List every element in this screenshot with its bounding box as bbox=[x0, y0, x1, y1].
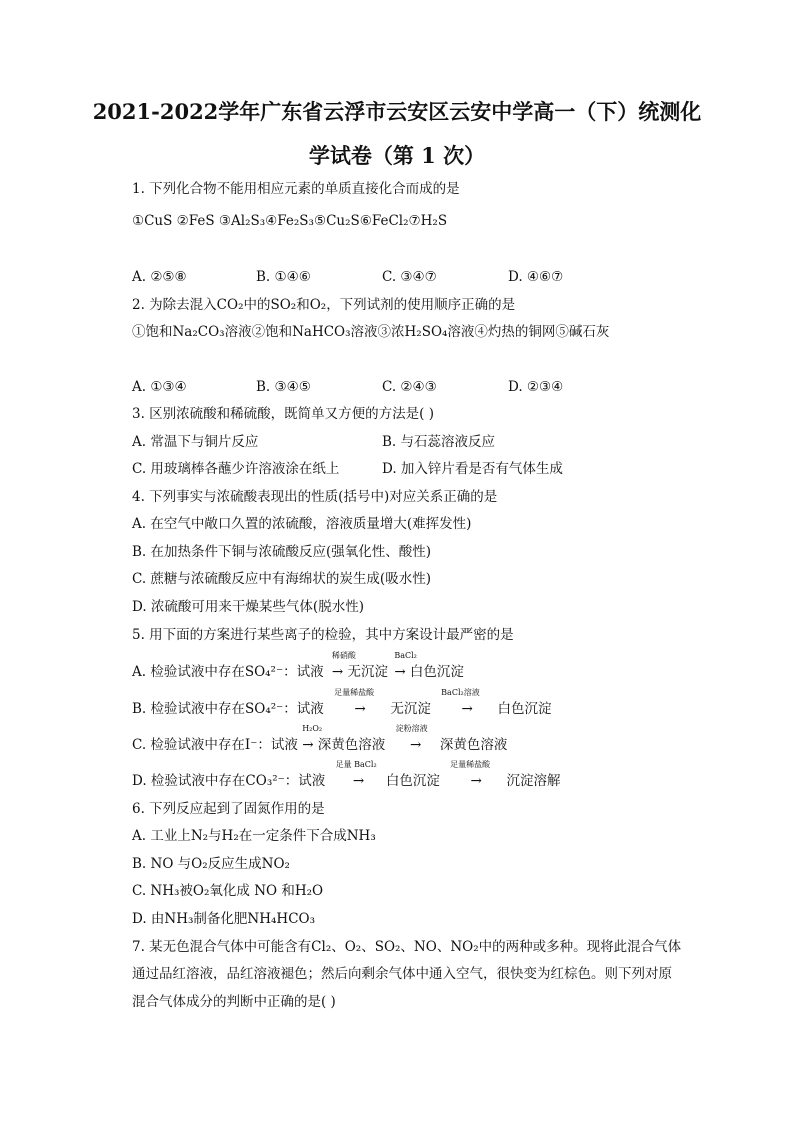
q5b-prefix: B. 检验试液中存在SO₄²⁻：试液 bbox=[132, 701, 324, 717]
q5a-reagent2: BaCl₂ bbox=[394, 651, 417, 660]
q5b-middle: 无沉淀 bbox=[390, 701, 431, 717]
q2-items: ①饱和Na₂CO₃溶液②饱和NaHCO₃溶液③浓H₂SO₄溶液④灼热的铜网⑤碱石灰 bbox=[132, 324, 610, 340]
q7-stem-line1: 7. 某无色混合气体中可能含有Cl₂、O₂、SO₂、NO、NO₂中的两种或多种。现将此混合气体 bbox=[132, 939, 682, 955]
q2-option-d[interactable]: D. ②③④ bbox=[508, 379, 564, 395]
arrow-icon: → bbox=[394, 664, 406, 680]
q5a-end: 白色沉淀 bbox=[409, 664, 464, 680]
q5c-middle: 深黄色溶液 bbox=[317, 737, 386, 753]
arrow-icon: → bbox=[470, 773, 482, 789]
q5b-reagent2: BaCl₂溶液 bbox=[441, 688, 480, 697]
arrow-icon: → bbox=[354, 701, 366, 717]
q3-option-a[interactable]: A. 常温下与铜片反应 bbox=[132, 434, 259, 450]
q5c-end: 深黄色溶液 bbox=[439, 737, 508, 753]
q4-stem: 4. 下列事实与浓硫酸表现出的性质(括号中)对应关系正确的是 bbox=[132, 489, 498, 505]
q5a-reagent1: 稀硝酸 bbox=[331, 651, 356, 660]
q5d-middle: 白色沉淀 bbox=[385, 773, 440, 789]
q5d-reagent1: 足量 BaCl₂ bbox=[335, 760, 377, 769]
q4-option-a[interactable]: A. 在空气中敞口久置的浓硫酸，溶液质量增大(难挥发性) bbox=[132, 516, 472, 532]
q5b-arrow1 bbox=[334, 688, 386, 718]
q5c-reagent2: 淀粉溶液 bbox=[395, 724, 428, 733]
q5a-arrow1 bbox=[331, 651, 356, 681]
q3-option-b[interactable]: B. 与石蕊溶液反应 bbox=[382, 434, 496, 450]
q5b-end: 白色沉淀 bbox=[497, 701, 552, 717]
q4-option-b[interactable]: B. 在加热条件下铜与浓硫酸反应(强氧化性、酸性) bbox=[132, 544, 432, 560]
q5d-arrow2 bbox=[450, 760, 502, 790]
q1-stem: 1. 下列化合物不能用相应元素的单质直接化合而成的是 bbox=[132, 181, 460, 197]
arrow-icon: → bbox=[352, 773, 365, 789]
q4-option-d[interactable]: D. 浓硫酸可用来干燥某些气体(脱水性) bbox=[132, 599, 364, 615]
q5d-prefix: D. 检验试液中存在CO₃²⁻：试液 bbox=[132, 773, 326, 789]
q5b-arrow2 bbox=[441, 688, 493, 718]
q1-option-d[interactable]: D. ④⑥⑦ bbox=[508, 269, 564, 285]
q5b-reagent1: 足量稀盐酸 bbox=[334, 688, 375, 697]
arrow-icon: → bbox=[409, 737, 422, 753]
q5-option-a[interactable] bbox=[132, 651, 464, 681]
q5-option-b[interactable] bbox=[132, 688, 552, 718]
q5c-arrow1 bbox=[302, 724, 323, 754]
q2-option-b[interactable]: B. ③④⑤ bbox=[256, 379, 311, 395]
q6-stem: 6. 下列反应起到了固氮作用的是 bbox=[132, 801, 325, 817]
q3-stem: 3. 区别浓硫酸和稀硫酸，既简单又方便的方法是( ) bbox=[132, 406, 434, 422]
q5c-reagent1: H₂O₂ bbox=[302, 724, 323, 733]
q5a-prefix: A. 检验试液中存在SO₄²⁻：试液 bbox=[132, 664, 324, 680]
paper-title-line2: 学试卷（第 1 次） bbox=[308, 143, 486, 168]
arrow-icon: → bbox=[461, 701, 473, 717]
q3-option-d[interactable]: D. 加入锌片看是否有气体生成 bbox=[382, 461, 563, 477]
q7-stem-line2: 通过品红溶液，品红溶液褪色；然后向剩余气体中通入空气，很快变为红棕色。则下列对原 bbox=[132, 966, 672, 982]
q1-option-c[interactable]: C. ③④⑦ bbox=[382, 269, 437, 285]
q1-option-a[interactable]: A. ②⑤⑧ bbox=[132, 269, 187, 285]
q4-option-c[interactable]: C. 蔗糖与浓硫酸反应中有海绵状的炭生成(吸水性) bbox=[132, 571, 431, 587]
q5d-end: 沉淀溶解 bbox=[506, 773, 561, 789]
q5a-middle: 无沉淀 bbox=[347, 664, 389, 680]
q5-option-d[interactable] bbox=[132, 760, 561, 790]
q1-items: ①CuS ②FeS ③Al₂S₃④Fe₂S₃⑤Cu₂S⑥FeCl₂⑦H₂S bbox=[132, 213, 448, 229]
q5c-arrow2 bbox=[395, 724, 436, 754]
q5d-reagent2: 足量稀盐酸 bbox=[450, 760, 491, 769]
q1-option-b[interactable]: B. ①④⑥ bbox=[256, 269, 311, 285]
q7-stem-line3: 混合气体成分的判断中正确的是( ) bbox=[132, 994, 336, 1010]
q2-option-a[interactable]: A. ①③④ bbox=[132, 379, 187, 395]
q5d-arrow1 bbox=[335, 760, 382, 790]
q2-stem: 2. 为除去混入CO₂中的SO₂和O₂，下列试剂的使用顺序正确的是 bbox=[132, 297, 516, 313]
q6-option-b[interactable]: B. NO 与O₂反应生成NO₂ bbox=[132, 856, 290, 872]
arrow-icon: → bbox=[331, 664, 344, 680]
q5a-arrow2 bbox=[394, 651, 417, 681]
q6-option-c[interactable]: C. NH₃被O₂氧化成 NO 和H₂O bbox=[132, 883, 324, 899]
paper-title-line1: 2021-2022学年广东省云浮市云安区云安中学高一（下）统测化 bbox=[92, 99, 702, 124]
q6-option-d[interactable]: D. 由NH₃制备化肥NH₄HCO₃ bbox=[132, 911, 316, 927]
q6-option-a[interactable]: A. 工业上N₂与H₂在一定条件下合成NH₃ bbox=[132, 828, 376, 844]
q5-option-c[interactable] bbox=[132, 724, 508, 754]
q5-stem: 5. 用下面的方案进行某些离子的检验，其中方案设计最严密的是 bbox=[132, 627, 514, 643]
q5c-prefix: C. 检验试液中存在I⁻：试液 bbox=[132, 737, 298, 753]
arrow-icon: → bbox=[302, 737, 314, 753]
q2-option-c[interactable]: C. ②④③ bbox=[382, 379, 437, 395]
q3-option-c[interactable]: C. 用玻璃棒各蘸少许溶液涂在纸上 bbox=[132, 461, 340, 477]
